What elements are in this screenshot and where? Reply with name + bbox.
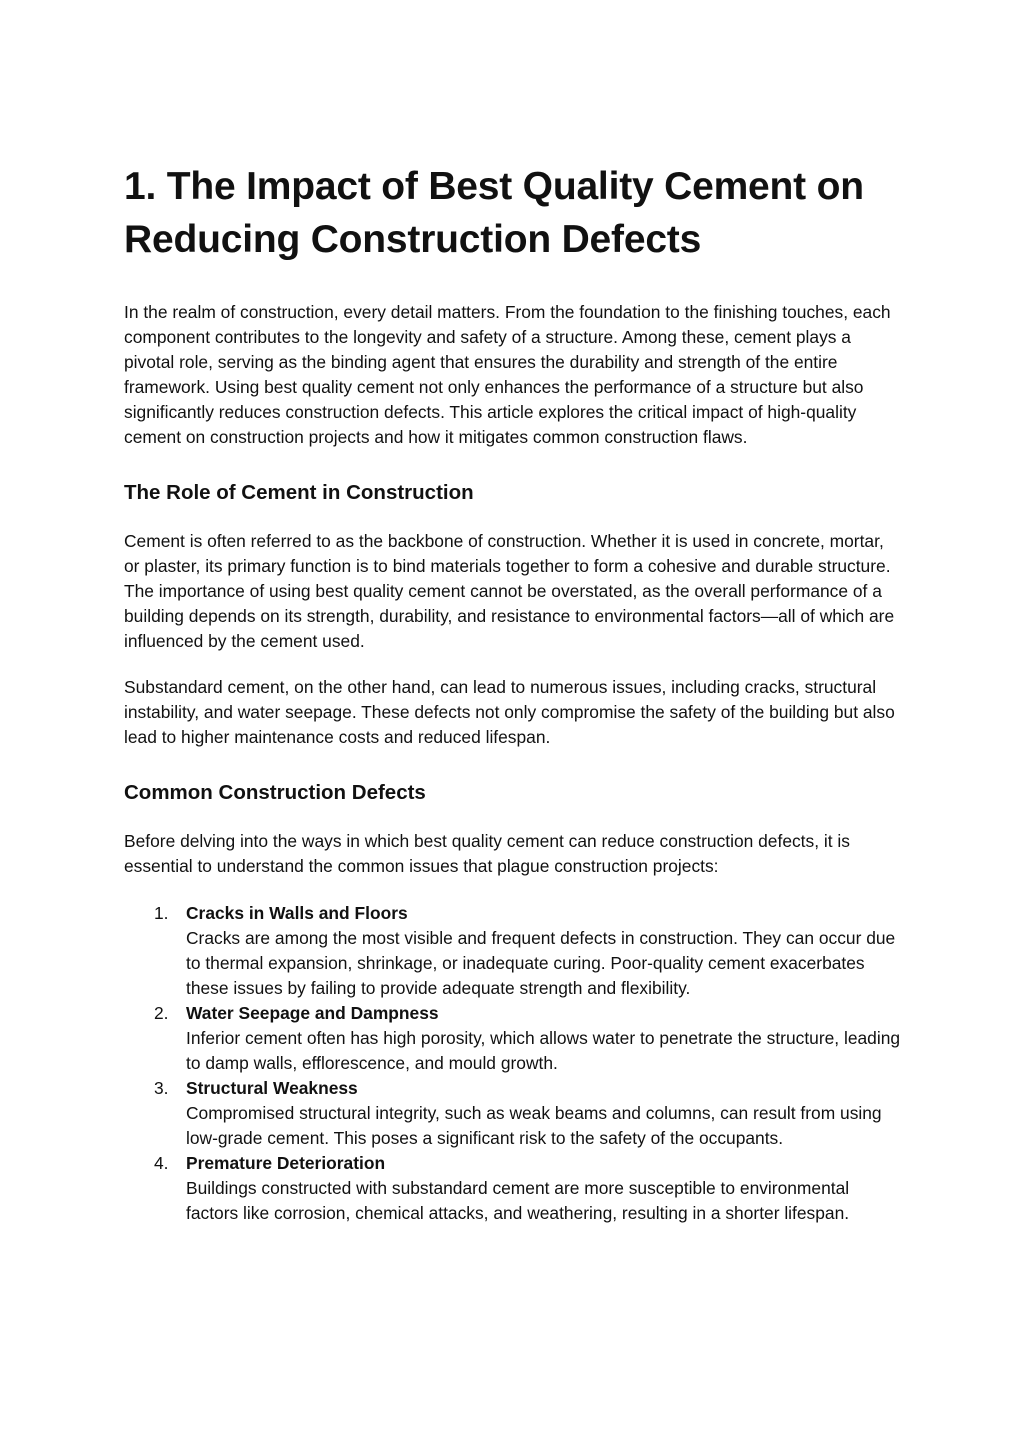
- list-item-text: Inferior cement often has high porosity, which allows water to penetrate the structure, leading to damp walls, efflorescence, and mould growth.: [186, 1028, 901, 1073]
- list-item-title: Cracks in Walls and Floors: [186, 903, 408, 923]
- list-item: [124, 1076, 904, 1151]
- section-heading-role-of-cement: The Role of Cement in Construction: [124, 481, 474, 504]
- defects-list: [124, 901, 904, 1226]
- list-item: [124, 1151, 904, 1226]
- list-item-title: Premature Deterioration: [186, 1153, 386, 1173]
- list-item-text: Compromised structural integrity, such as weak beams and columns, can result from using low-grade cement. This poses a significant risk to the safety of the occupants.: [186, 1103, 882, 1148]
- list-item-title: Water Seepage and Dampness: [186, 1003, 439, 1023]
- list-item: [124, 901, 904, 1001]
- list-item-number: 2.: [154, 1003, 169, 1023]
- list-item-text: Cracks are among the most visible and frequent defects in construction. They can occur due to thermal expansion, shrinkage, or inadequate curing. Poor-quality cement exacerbates these issues by failing to provide adequate strength and flexibility.: [186, 928, 896, 998]
- list-item: [124, 1001, 904, 1076]
- document-page: [124, 160, 904, 1226]
- list-item-title: Structural Weakness: [186, 1078, 358, 1098]
- section-paragraph: Substandard cement, on the other hand, can lead to numerous issues, including cracks, structural instability, and water seepage. These defects not only compromise the safety of the building but also lead to higher maintenance costs and reduced lifespan.: [124, 677, 895, 747]
- list-item-text: Buildings constructed with substandard cement are more susceptible to environmental factors like corrosion, chemical attacks, and weathering, resulting in a shorter lifespan.: [186, 1178, 850, 1223]
- page-title: 1. The Impact of Best Quality Cement on Reducing Construction Defects: [124, 165, 864, 261]
- section-heading-common-defects: Common Construction Defects: [124, 781, 426, 804]
- list-item-number: 4.: [154, 1153, 169, 1173]
- list-item-number: 3.: [154, 1078, 169, 1098]
- intro-paragraph: In the realm of construction, every detail matters. From the foundation to the finishing touches, each component contributes to the longevity and safety of a structure. Among these, cement plays a pivotal role, serving as the binding agent that ensures the durability and strength of the entire framework. Using best quality cement not only enhances the performance of a structure but also significantly reduces construction defects. This article explores the critical impact of high-quality cement on construction projects and how it mitigates common construction flaws.: [124, 302, 891, 447]
- list-item-number: 1.: [154, 903, 169, 923]
- section-paragraph: Before delving into the ways in which best quality cement can reduce construction defects, it is essential to understand the common issues that plague construction projects:: [124, 831, 850, 876]
- section-paragraph: Cement is often referred to as the backbone of construction. Whether it is used in concrete, mortar, or plaster, its primary function is to bind materials together to form a cohesive and durable structure. The importance of using best quality cement cannot be overstated, as the overall performance of a building depends on its strength, durability, and resistance to environmental factors—all of which are influenced by the cement used.: [124, 531, 895, 651]
